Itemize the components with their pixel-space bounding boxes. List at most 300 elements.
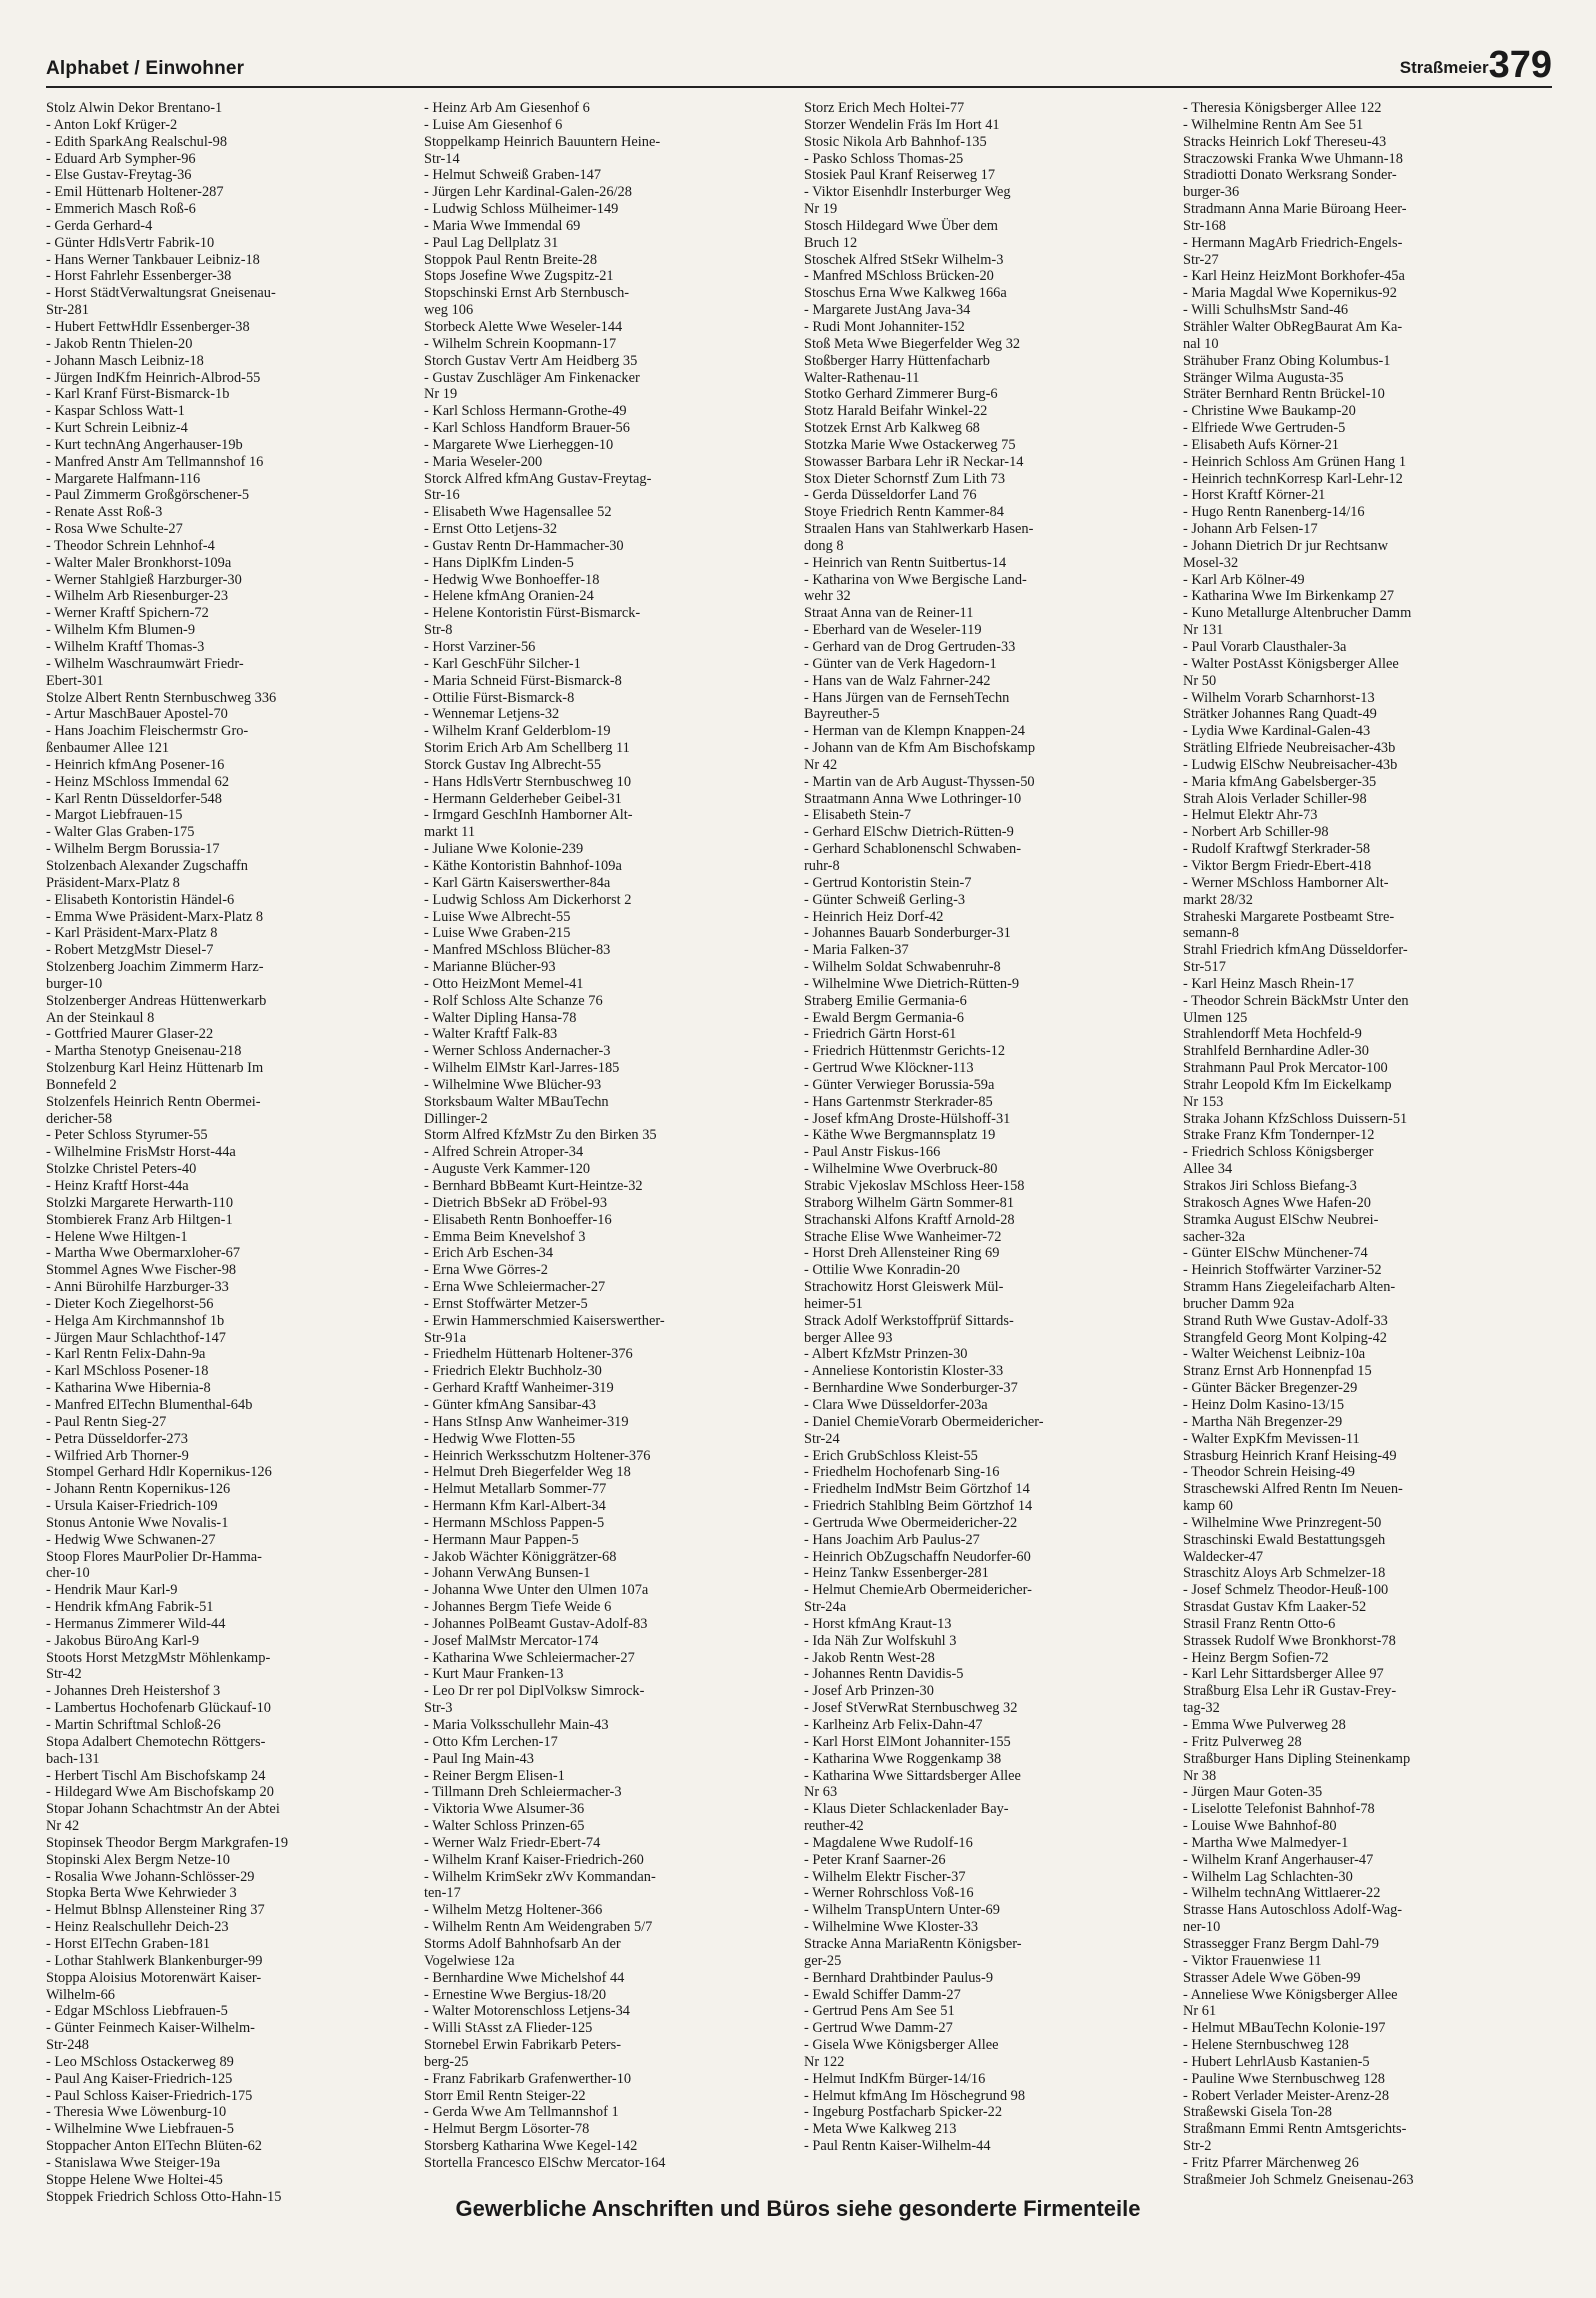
directory-entry: - Else Gustav-Freytag-36 <box>46 167 192 184</box>
directory-entry: - Wilhelm Soldat Schwabenruhr-8 <box>804 959 1001 976</box>
directory-entry: Stoppelkamp Heinrich Bauuntern Heine- <box>424 133 661 150</box>
directory-entry: Sträter Bernhard Rentn Brückel-10 <box>1183 386 1385 403</box>
directory-entry: Stoop Flores MaurPolier Dr-Hamma- <box>46 1548 262 1565</box>
directory-entry: - Hubert FettwHdlr Essenberger-38 <box>46 318 250 335</box>
directory-entry: - Josef StVerwRat Sternbuschweg 32 <box>804 1700 1018 1717</box>
directory-entry: - Wilhelm Elektr Fischer-37 <box>804 1868 966 1885</box>
directory-entry: - Magdalene Wwe Rudolf-16 <box>804 1834 973 1851</box>
directory-entry: Strasil Franz Rentn Otto-6 <box>1183 1615 1336 1632</box>
directory-entry: Stoschek Alfred StSekr Wilhelm-3 <box>804 251 1004 268</box>
directory-entry: - Leo Dr rer pol DiplVolksw Simrock- <box>424 1683 645 1700</box>
directory-entry: - Hans HdlsVertr Sternbuschweg 10 <box>424 773 632 790</box>
directory-entry: - Irmgard GeschInh Hamborner Alt- <box>424 807 633 824</box>
directory-entry: Strache Elise Wwe Wanheimer-72 <box>804 1228 1002 1245</box>
directory-entry: Strahlfeld Bernhardine Adler-30 <box>1183 1043 1369 1060</box>
directory-entry: - Marianne Blücher-93 <box>424 959 556 976</box>
directory-entry: - Hermanus Zimmerer Wild-44 <box>46 1615 226 1632</box>
directory-entry: weg 106 <box>424 302 474 319</box>
directory-entry: - Helmut Elektr Ahr-73 <box>1183 807 1318 824</box>
directory-entry: - Josef Arb Prinzen-30 <box>804 1683 934 1700</box>
directory-entry: - Heinrich technKorresp Karl-Lehr-12 <box>1183 470 1403 487</box>
directory-entry: - Manfred MSchloss Blücher-83 <box>424 942 611 959</box>
directory-entry: cher-10 <box>46 1565 90 1582</box>
directory-entry: - Horst ElTechn Graben-181 <box>46 1935 211 1952</box>
directory-entry: Str-8 <box>424 622 453 639</box>
directory-entry: Stoppok Paul Rentn Breite-28 <box>424 251 598 268</box>
directory-entry: Strasser Adele Wwe Göben-99 <box>1183 1969 1361 1986</box>
directory-entry: - Gerda Wwe Am Tellmannshof 1 <box>424 2104 619 2121</box>
directory-entry: - Maria Wwe Immendal 69 <box>424 217 581 234</box>
directory-entry: - Günter Bäcker Bregenzer-29 <box>1183 1380 1358 1397</box>
directory-entry: - Hermann Gelderheber Geibel-31 <box>424 790 622 807</box>
directory-entry: - Jürgen IndKfm Heinrich-Albrod-55 <box>46 369 261 386</box>
directory-entry: - Hans Joachim Fleischermstr Gro- <box>46 723 249 740</box>
directory-entry: - Günter Verwieger Borussia-59a <box>804 1076 995 1093</box>
directory-entry: - Helene Kontoristin Fürst-Bismarck- <box>424 605 641 622</box>
directory-entry: Stradiotti Donato Werksrang Sonder- <box>1183 167 1397 184</box>
directory-entry: - Auguste Verk Kammer-120 <box>424 1161 591 1178</box>
directory-entry: - Helmut Metallarb Sommer-77 <box>424 1481 607 1498</box>
directory-entry: - Johannes PolBeamt Gustav-Adolf-83 <box>424 1615 648 1632</box>
running-head <box>1400 46 1552 84</box>
directory-entry: Stosic Nikola Arb Bahnhof-135 <box>804 133 987 150</box>
directory-entry: Stoßberger Harry Hüttenfacharb <box>804 352 990 369</box>
directory-entry: markt 28/32 <box>1183 891 1253 908</box>
directory-entry: - Wilhelm ElMstr Karl-Jarres-185 <box>424 1060 620 1077</box>
directory-entry: - Bernhardine Wwe Sonderburger-37 <box>804 1380 1018 1397</box>
directory-entry: Str-91a <box>424 1329 467 1346</box>
directory-entry: - Martha Wwe Obermarxloher-67 <box>46 1245 241 1262</box>
directory-entry: Straschitz Aloys Arb Schmelzer-18 <box>1183 1565 1386 1582</box>
directory-entry: Bruch 12 <box>804 234 858 251</box>
directory-entry: - Elisabeth Aufs Körner-21 <box>1183 436 1339 453</box>
directory-entry: - Jakob Rentn Thielen-20 <box>46 335 193 352</box>
directory-entry: - Gottfried Maurer Glaser-22 <box>46 1026 214 1043</box>
directory-entry: - Willi SchulhsMstr Sand-46 <box>1183 302 1349 319</box>
directory-entry: Storsberg Katharina Wwe Kegel-142 <box>424 2138 638 2155</box>
directory-entry: - Hedwig Wwe Schwanen-27 <box>46 1531 216 1548</box>
directory-entry: Strahlendorff Meta Hochfeld-9 <box>1183 1026 1362 1043</box>
directory-entry: - Maria Weseler-200 <box>424 453 543 470</box>
directory-entry: - Günter ElSchw Münchener-74 <box>1183 1245 1368 1262</box>
directory-entry: Strähler Walter ObRegBaurat Am Ka- <box>1183 318 1403 335</box>
directory-entry: - Manfred Anstr Am Tellmannshof 16 <box>46 453 264 470</box>
directory-entry: Stoppacher Anton ElTechn Blüten-62 <box>46 2138 263 2155</box>
directory-entry: - Wilhelmine Rentn Am See 51 <box>1183 116 1364 133</box>
directory-entry: - Kuno Metallurge Altenbrucher Damm <box>1183 605 1412 622</box>
directory-entry: - Friedrich Stahlblng Beim Görtzhof 14 <box>804 1498 1033 1515</box>
directory-entry: - Theresia Wwe Löwenburg-10 <box>46 2104 227 2121</box>
directory-entry: - Kurt technAng Angerhauser-19b <box>46 436 243 453</box>
directory-entry: - Maria Volksschullehr Main-43 <box>424 1717 609 1733</box>
directory-entry: Straberg Emilie Germania-6 <box>804 992 967 1009</box>
directory-entry: Stotko Gerhard Zimmerer Burg-6 <box>804 386 998 403</box>
directory-entry: - Hildegard Wwe Am Bischofskamp 20 <box>46 1784 274 1801</box>
directory-entry: - Walter Maler Bronkhorst-109a <box>46 554 232 571</box>
directory-entry: Strassegger Franz Bergm Dahl-79 <box>1183 1935 1379 1952</box>
directory-entry: - Klaus Dieter Schlackenlader Bay- <box>804 1801 1009 1818</box>
directory-entry: Stolzenburg Karl Heinz Hüttenarb Im <box>46 1060 264 1077</box>
directory-entry: - Rudi Mont Johanniter-152 <box>804 318 965 335</box>
directory-entry: - Hubert LehrlAusb Kastanien-5 <box>1183 2053 1370 2070</box>
directory-entry: - Willi StAsst zA Flieder-125 <box>424 2020 593 2037</box>
directory-entry: Stotzka Marie Wwe Ostackerweg 75 <box>804 436 1016 453</box>
directory-entry: Präsident-Marx-Platz 8 <box>46 874 180 891</box>
directory-entry: - Reiner Bergm Elisen-1 <box>424 1767 565 1784</box>
directory-entry: - Katharina von Wwe Bergische Land- <box>804 571 1027 588</box>
directory-entry: - Kaspar Schloss Watt-1 <box>46 403 185 420</box>
directory-entry: - Karl MSchloss Posener-18 <box>46 1363 209 1380</box>
directory-columns <box>46 100 1552 2205</box>
directory-entry: - Edgar MSchloss Liebfrauen-5 <box>46 2003 228 2020</box>
directory-entry: - Heinrich Heiz Dorf-42 <box>804 908 944 925</box>
directory-column-3 <box>804 100 1168 2155</box>
directory-entry: Stoots Horst MetzgMstr Möhlenkamp- <box>46 1649 271 1666</box>
directory-entry: - Wilhelm TranspUntern Unter-69 <box>804 1902 1000 1919</box>
directory-entry: - Hermann MSchloss Pappen-5 <box>424 1514 605 1531</box>
directory-entry: - Käthe Kontoristin Bahnhof-109a <box>424 857 622 874</box>
directory-entry: - Wilhelmine Wwe Blücher-93 <box>424 1076 602 1093</box>
directory-entry: - Hans Joachim Arb Paulus-27 <box>804 1531 980 1548</box>
directory-entry: - Paul Anstr Fiskus-166 <box>804 1144 941 1161</box>
directory-entry: - Ludwig Schloss Mülheimer-149 <box>424 201 619 218</box>
directory-entry: - Friedrich Hüttenmstr Gerichts-12 <box>804 1043 1006 1060</box>
directory-entry: Storck Alfred kfmAng Gustav-Freytag- <box>424 470 652 487</box>
directory-entry: - Horst Fahrlehr Essenberger-38 <box>46 268 232 285</box>
directory-entry: - Heinz Realschullehr Deich-23 <box>46 1919 229 1936</box>
directory-entry: - Heinrich Stoffwärter Varziner-52 <box>1183 1262 1382 1279</box>
directory-entry: Stolzenfels Heinrich Rentn Obermei- <box>46 1093 261 1110</box>
directory-entry: - Hedwig Wwe Bonhoeffer-18 <box>424 571 600 588</box>
directory-entry: Strasse Hans Autoschloss Adolf-Wag- <box>1183 1902 1403 1919</box>
directory-entry: Stopar Johann Schachtmstr An der Abtei <box>46 1801 280 1818</box>
directory-entry: - Margot Liebfrauen-15 <box>46 807 183 824</box>
directory-entry: - Paul Vorarb Clausthaler-3a <box>1183 639 1347 655</box>
directory-entry: - Hans van de Walz Fahrner-242 <box>804 672 991 689</box>
directory-entry: berger Allee 93 <box>804 1329 893 1346</box>
directory-entry: - Johann Rentn Kopernikus-126 <box>46 1481 231 1498</box>
directory-entry: - Wilhelm Lag Schlachten-30 <box>1183 1868 1353 1885</box>
directory-entry: - Theodor Schrein Heising-49 <box>1183 1464 1355 1481</box>
directory-entry: - Johannes Bergm Tiefe Weide 6 <box>424 1599 612 1616</box>
directory-entry: - Wilhelm technAng Wittlaerer-22 <box>1183 1885 1381 1902</box>
directory-entry: Stolzenbach Alexander Zugschaffn <box>46 857 248 874</box>
directory-entry: - Horst StädtVerwaltungsrat Gneisenau- <box>46 285 276 302</box>
directory-entry: - Wilhelm Kfm Blumen-9 <box>46 622 196 639</box>
directory-entry: - Robert MetzgMstr Diesel-7 <box>46 942 214 959</box>
directory-entry: - Wilhelm Kraftf Thomas-3 <box>46 639 205 655</box>
directory-entry: Strack Adolf Werkstoffprüf Sittards- <box>804 1312 1014 1329</box>
directory-entry: - Ernst Stoffwärter Metzer-5 <box>424 1295 588 1312</box>
directory-entry: - Hans StInsp Anw Wanheimer-319 <box>424 1413 629 1430</box>
directory-entry: - Theodor Schrein Lehnhof-4 <box>46 537 215 554</box>
directory-entry: - Helga Am Kirchmannshof 1b <box>46 1312 225 1329</box>
directory-entry: - Helmut Dreh Biegerfelder Weg 18 <box>424 1464 631 1481</box>
directory-entry: - Paul Rentn Kaiser-Wilhelm-44 <box>804 2138 991 2155</box>
directory-entry: - Helmut IndKfm Bürger-14/16 <box>804 2070 986 2087</box>
directory-entry: - Elisabeth Rentn Bonhoeffer-16 <box>424 1211 612 1228</box>
directory-entry: Strahmann Paul Prok Mercator-100 <box>1183 1060 1388 1077</box>
directory-entry: - Käthe Wwe Bergmannsplatz 19 <box>804 1127 996 1144</box>
directory-entry: - Artur MaschBauer Apostel-70 <box>46 706 228 723</box>
directory-entry: Stopa Adalbert Chemotechn Röttgers- <box>46 1733 266 1750</box>
directory-entry: - Helene Wwe Hiltgen-1 <box>46 1228 188 1245</box>
directory-entry: - Johannes Rentn Davidis-5 <box>804 1666 964 1683</box>
directory-entry: - Wilhelm Arb Riesenburger-23 <box>46 588 229 605</box>
directory-entry: semann-8 <box>1183 925 1239 942</box>
directory-entry: - Günter Schweiß Gerling-3 <box>804 891 966 908</box>
directory-entry: - Alfred Schrein Atroper-34 <box>424 1144 584 1161</box>
directory-entry: - Bernhard BbBeamt Kurt-Heintze-32 <box>424 1178 643 1194</box>
directory-entry: - Theodor Schrein BäckMstr Unter den <box>1183 992 1409 1009</box>
directory-entry: ten-17 <box>424 1885 461 1902</box>
directory-entry: - Albert KfzMstr Prinzen-30 <box>804 1346 968 1363</box>
directory-entry: Storksbaum Walter MBauTechn <box>424 1093 609 1110</box>
directory-entry: - Hans Werner Tankbauer Leibniz-18 <box>46 251 260 268</box>
directory-entry: - Petra Düsseldorfer-273 <box>46 1430 188 1447</box>
directory-entry: - Martha Näh Bregenzer-29 <box>1183 1413 1343 1430</box>
directory-entry: ßenbaumer Allee 121 <box>46 740 170 757</box>
directory-entry: - Lothar Stahlwerk Blankenburger-99 <box>46 1952 263 1969</box>
directory-entry: Stompel Gerhard Hdlr Kopernikus-126 <box>46 1464 272 1481</box>
directory-entry: - Ottilie Wwe Konradin-20 <box>804 1262 960 1279</box>
directory-entry: - Rosalia Wwe Johann-Schlösser-29 <box>46 1868 255 1885</box>
directory-entry: - Ernestine Wwe Bergius-18/20 <box>424 1986 607 2003</box>
directory-entry: - Otto HeizMont Memel-41 <box>424 975 584 992</box>
directory-entry: - Erich GrubSchloss Kleist-55 <box>804 1447 978 1464</box>
directory-entry: - Wilhelm Kranf Gelderblom-19 <box>424 723 611 740</box>
directory-entry: - Fritz Pulverweg 28 <box>1183 1733 1302 1750</box>
directory-entry: - Jürgen Maur Schlachthof-147 <box>46 1329 226 1346</box>
directory-entry: Stoppek Friedrich Schloss Otto-Hahn-15 <box>46 2188 282 2205</box>
directory-entry: - Viktor Bergm Friedr-Ebert-418 <box>1183 857 1372 874</box>
directory-entry: - Emma Wwe Pulverweg 28 <box>1183 1717 1346 1733</box>
directory-entry: - Hans Jürgen van de FernsehTechn <box>804 689 1010 706</box>
directory-entry: Str-517 <box>1183 959 1226 976</box>
directory-entry: - Werner Walz Friedr-Ebert-74 <box>424 1834 601 1851</box>
directory-entry: - Karl Heinz HeizMont Borkhofer-45a <box>1183 268 1405 285</box>
directory-entry: - Ida Näh Zur Wolfskuhl 3 <box>804 1632 957 1649</box>
directory-entry: Stoppe Helene Wwe Holtei-45 <box>46 2171 223 2188</box>
directory-entry: Strachanski Alfons Kraftf Arnold-28 <box>804 1211 1015 1228</box>
directory-entry: An der Steinkaul 8 <box>46 1009 155 1026</box>
directory-entry: - Karlheinz Arb Felix-Dahn-47 <box>804 1717 983 1733</box>
directory-entry: - Johann van de Kfm Am Bischofskamp <box>804 740 1036 757</box>
directory-entry: Strätker Johannes Rang Quadt-49 <box>1183 706 1377 723</box>
directory-entry: Straka Johann KfzSchloss Duissern-51 <box>1183 1110 1408 1127</box>
directory-entry: - Werner Kraftf Spichern-72 <box>46 605 209 622</box>
directory-entry: Strassek Rudolf Wwe Bronkhorst-78 <box>1183 1632 1396 1649</box>
directory-entry: Ebert-301 <box>46 672 104 689</box>
directory-entry: Bayreuther-5 <box>804 706 880 723</box>
directory-entry: Strätling Elfriede Neubreisacher-43b <box>1183 740 1396 757</box>
directory-entry: - Paul Zimmerm Großgörschener-5 <box>46 487 250 504</box>
directory-entry: - Emma Wwe Präsident-Marx-Platz 8 <box>46 908 264 925</box>
directory-column-2 <box>424 100 788 2171</box>
directory-entry: Stops Josefine Wwe Zugspitz-21 <box>424 268 614 285</box>
directory-entry: - Luise Wwe Albrecht-55 <box>424 908 571 925</box>
directory-entry: Stosiek Paul Kranf Reiserweg 17 <box>804 167 996 184</box>
directory-entry: Nr 122 <box>804 2053 845 2070</box>
directory-entry: Straßmeier Joh Schmelz Gneisenau-263 <box>1183 2171 1414 2188</box>
directory-entry: - Helmut Bergm Lösorter-78 <box>424 2121 590 2138</box>
directory-entry: - Hans Gartenmstr Sterkrader-85 <box>804 1093 993 1110</box>
directory-entry: - Gerda Düsseldorfer Land 76 <box>804 487 977 504</box>
directory-entry: - Wilhelm Bergm Borussia-17 <box>46 841 220 858</box>
directory-entry: - Heinz Bergm Sofien-72 <box>1183 1649 1329 1666</box>
directory-entry: Ulmen 125 <box>1183 1009 1248 1026</box>
directory-entry: - Karl Schloss Handform Brauer-56 <box>424 420 630 437</box>
directory-entry: Strakosch Agnes Wwe Hafen-20 <box>1183 1194 1371 1211</box>
directory-entry: - Martha Wwe Malmedyer-1 <box>1183 1834 1349 1851</box>
directory-entry: burger-10 <box>46 975 103 992</box>
directory-entry: Strangfeld Georg Mont Kolping-42 <box>1183 1329 1387 1346</box>
directory-entry: - Meta Wwe Kalkweg 213 <box>804 2121 957 2138</box>
directory-entry: Stranz Ernst Arb Honnenpfad 15 <box>1183 1363 1372 1380</box>
directory-entry: markt 11 <box>424 824 476 841</box>
directory-entry: - Louise Wwe Bahnhof-80 <box>1183 1818 1337 1835</box>
directory-entry: Stox Dieter Schornstf Zum Lith 73 <box>804 470 1006 487</box>
directory-entry: - Margarete JustAng Java-34 <box>804 302 971 319</box>
directory-entry: Str-2 <box>1183 2138 1212 2155</box>
directory-entry: - Tillmann Dreh Schleiermacher-3 <box>424 1784 622 1801</box>
directory-entry: - Fritz Pfarrer Märchenweg 26 <box>1183 2154 1359 2171</box>
directory-entry: Stombierek Franz Arb Hiltgen-1 <box>46 1211 233 1228</box>
directory-entry: - Jakob Rentn West-28 <box>804 1649 935 1666</box>
directory-entry: - Paul Ing Main-43 <box>424 1750 534 1767</box>
directory-entry: Strand Ruth Wwe Gustav-Adolf-33 <box>1183 1312 1388 1329</box>
directory-entry: Nr 153 <box>1183 1093 1224 1110</box>
directory-entry: ger-25 <box>804 1952 842 1969</box>
directory-entry: heimer-51 <box>804 1295 863 1312</box>
directory-entry: Straßmann Emmi Rentn Amtsgerichts- <box>1183 2121 1407 2138</box>
directory-entry: - Horst Varziner-56 <box>424 639 536 655</box>
directory-entry: - Anni Bürohilfe Harzburger-33 <box>46 1279 229 1296</box>
directory-entry: - Margarete Halfmann-116 <box>46 470 201 487</box>
directory-entry: - Jürgen Lehr Kardinal-Galen-26/28 <box>424 184 632 201</box>
directory-entry: Stosch Hildegard Wwe Über dem <box>804 217 998 234</box>
directory-entry: - Walter Motorenschloss Letjens-34 <box>424 2003 630 2020</box>
directory-entry: - Ewald Bergm Germania-6 <box>804 1009 964 1026</box>
directory-entry: - Heinz Tankw Essenberger-281 <box>804 1565 989 1582</box>
directory-entry: - Friedrich Gärtn Horst-61 <box>804 1026 957 1043</box>
directory-entry: Stowasser Barbara Lehr iR Neckar-14 <box>804 453 1024 470</box>
directory-entry: Strahr Leopold Kfm Im Eickelkamp <box>1183 1076 1392 1093</box>
directory-entry: - Helmut kfmAng Im Höschegrund 98 <box>804 2087 1026 2104</box>
directory-entry: Stradmann Anna Marie Büroang Heer- <box>1183 201 1407 218</box>
directory-entry: Stortella Francesco ElSchw Mercator-164 <box>424 2154 666 2171</box>
directory-entry: Storz Erich Mech Holtei-77 <box>804 100 965 116</box>
directory-entry: - Heinz Arb Am Giesenhof 6 <box>424 100 590 116</box>
directory-entry: - Katharina Wwe Roggenkamp 38 <box>804 1750 1002 1767</box>
directory-entry: - Juliane Wwe Kolonie-239 <box>424 841 584 858</box>
directory-entry: - Manfred MSchloss Brücken-20 <box>804 268 994 285</box>
directory-entry: Stopinski Alex Bergm Netze-10 <box>46 1851 230 1868</box>
directory-entry: - Günter HdlsVertr Fabrik-10 <box>46 234 215 251</box>
directory-entry: - Gerhard van de Drog Gertruden-33 <box>804 639 1016 655</box>
directory-entry: - Theresia Königsberger Allee 122 <box>1183 100 1382 116</box>
directory-entry: - Wilhelm Rentn Am Weidengraben 5/7 <box>424 1919 653 1936</box>
directory-entry: Stracke Anna MariaRentn Königsber- <box>804 1935 1022 1952</box>
directory-entry: - Elisabeth Kontoristin Händel-6 <box>46 891 235 908</box>
directory-entry: Stopinsek Theodor Bergm Markgrafen-19 <box>46 1834 289 1851</box>
directory-entry: - Werner MSchloss Hamborner Alt- <box>1183 874 1389 891</box>
directory-entry: Str-14 <box>424 150 460 167</box>
directory-entry: - Johann Arb Felsen-17 <box>1183 521 1318 538</box>
directory-entry: - Jakob Wächter Königgrätzer-68 <box>424 1548 617 1565</box>
directory-entry: berg-25 <box>424 2053 469 2070</box>
directory-entry: Vogelwiese 12a <box>424 1952 515 1969</box>
directory-entry: - Günter kfmAng Sansibar-43 <box>424 1396 596 1413</box>
directory-entry: - Wilhelmine Wwe Dietrich-Rütten-9 <box>804 975 1020 992</box>
directory-entry: - Johann Masch Leibniz-18 <box>46 352 204 369</box>
directory-entry: - Wilhelmine Wwe Prinzregent-50 <box>1183 1514 1382 1531</box>
directory-entry: Stramm Hans Ziegeleifacharb Alten- <box>1183 1279 1396 1296</box>
directory-entry: - Heinrich Schloss Am Grünen Hang 1 <box>1183 453 1407 470</box>
directory-entry: - Erna Wwe Görres-2 <box>424 1262 548 1279</box>
directory-entry: Stolzenberg Joachim Zimmerm Harz- <box>46 959 264 976</box>
directory-column-1 <box>46 100 410 2205</box>
directory-entry: - Peter Kranf Saarner-26 <box>804 1851 946 1868</box>
directory-entry: - Ottilie Fürst-Bismarck-8 <box>424 689 575 706</box>
directory-entry: Str-281 <box>46 302 89 319</box>
directory-entry: - Daniel ChemieVorarb Obermeidericher- <box>804 1413 1044 1430</box>
directory-entry: ruhr-8 <box>804 857 840 874</box>
directory-entry: - Anneliese Kontoristin Kloster-33 <box>804 1363 1004 1380</box>
directory-entry: - Viktor Eisenhdlr Insterburger Weg <box>804 184 1011 201</box>
directory-entry: - Johannes Bauarb Sonderburger-31 <box>804 925 1011 942</box>
directory-entry: - Hedwig Wwe Flotten-55 <box>424 1430 576 1447</box>
directory-entry: Straschewski Alfred Rentn Im Neuen- <box>1183 1481 1403 1498</box>
directory-entry: - Gustav Zuschläger Am Finkenacker <box>424 369 640 386</box>
directory-entry: Wilhelm-66 <box>46 1986 115 2003</box>
directory-entry: - Gertrud Wwe Damm-27 <box>804 2020 953 2037</box>
directory-entry: Stoye Friedrich Rentn Kammer-84 <box>804 504 1004 521</box>
directory-entry: - Heinz Kraftf Horst-44a <box>46 1178 189 1194</box>
directory-entry: - Rudolf Kraftwgf Sterkrader-58 <box>1183 841 1371 858</box>
directory-entry: - Paul Ang Kaiser-Friedrich-125 <box>46 2070 233 2087</box>
page-header <box>46 40 1552 88</box>
directory-entry: - Hendrik Maur Karl-9 <box>46 1582 178 1599</box>
directory-entry: dericher-58 <box>46 1110 113 1127</box>
directory-entry: - Bernhard Drahtbinder Paulus-9 <box>804 1969 994 1986</box>
directory-entry: - Hans DiplKfm Linden-5 <box>424 554 574 571</box>
directory-entry: - Peter Schloss Styrumer-55 <box>46 1127 208 1144</box>
directory-entry: - Elisabeth Wwe Hagensallee 52 <box>424 504 612 521</box>
directory-entry: - Maria Falken-37 <box>804 942 909 959</box>
directory-entry: Strachowitz Horst Gleiswerk Mül- <box>804 1279 1004 1296</box>
directory-entry: - Johann Dietrich Dr jur Rechtsanw <box>1183 537 1389 554</box>
directory-entry: - Martha Stenotyp Gneisenau-218 <box>46 1043 242 1060</box>
directory-entry: - Pauline Wwe Sternbuschweg 128 <box>1183 2070 1385 2087</box>
directory-entry: Nr 61 <box>1183 2003 1217 2020</box>
directory-entry: - Karl Arb Kölner-49 <box>1183 571 1305 588</box>
directory-entry: - Gertrud Pens Am See 51 <box>804 2003 955 2020</box>
directory-entry: Nr 131 <box>1183 622 1224 639</box>
directory-entry: - Herman van de Klempn Knappen-24 <box>804 723 1025 740</box>
directory-entry: Stornebel Erwin Fabrikarb Peters- <box>424 2037 622 2054</box>
directory-entry: - Norbert Arb Schiller-98 <box>1183 824 1329 841</box>
directory-entry: - Dieter Koch Ziegelhorst-56 <box>46 1295 214 1312</box>
directory-entry: - Liselotte Telefonist Bahnhof-78 <box>1183 1801 1375 1818</box>
directory-entry: - Karl Rentn Felix-Dahn-9a <box>46 1346 206 1363</box>
directory-entry: Stolz Alwin Dekor Brentano-1 <box>46 100 223 116</box>
directory-entry: Str-248 <box>46 2037 89 2054</box>
directory-entry: Str-27 <box>1183 251 1219 268</box>
directory-entry: - Pasko Schloss Thomas-25 <box>804 150 964 167</box>
directory-entry: - Gertrud Kontoristin Stein-7 <box>804 874 972 891</box>
directory-entry: tag-32 <box>1183 1700 1220 1717</box>
